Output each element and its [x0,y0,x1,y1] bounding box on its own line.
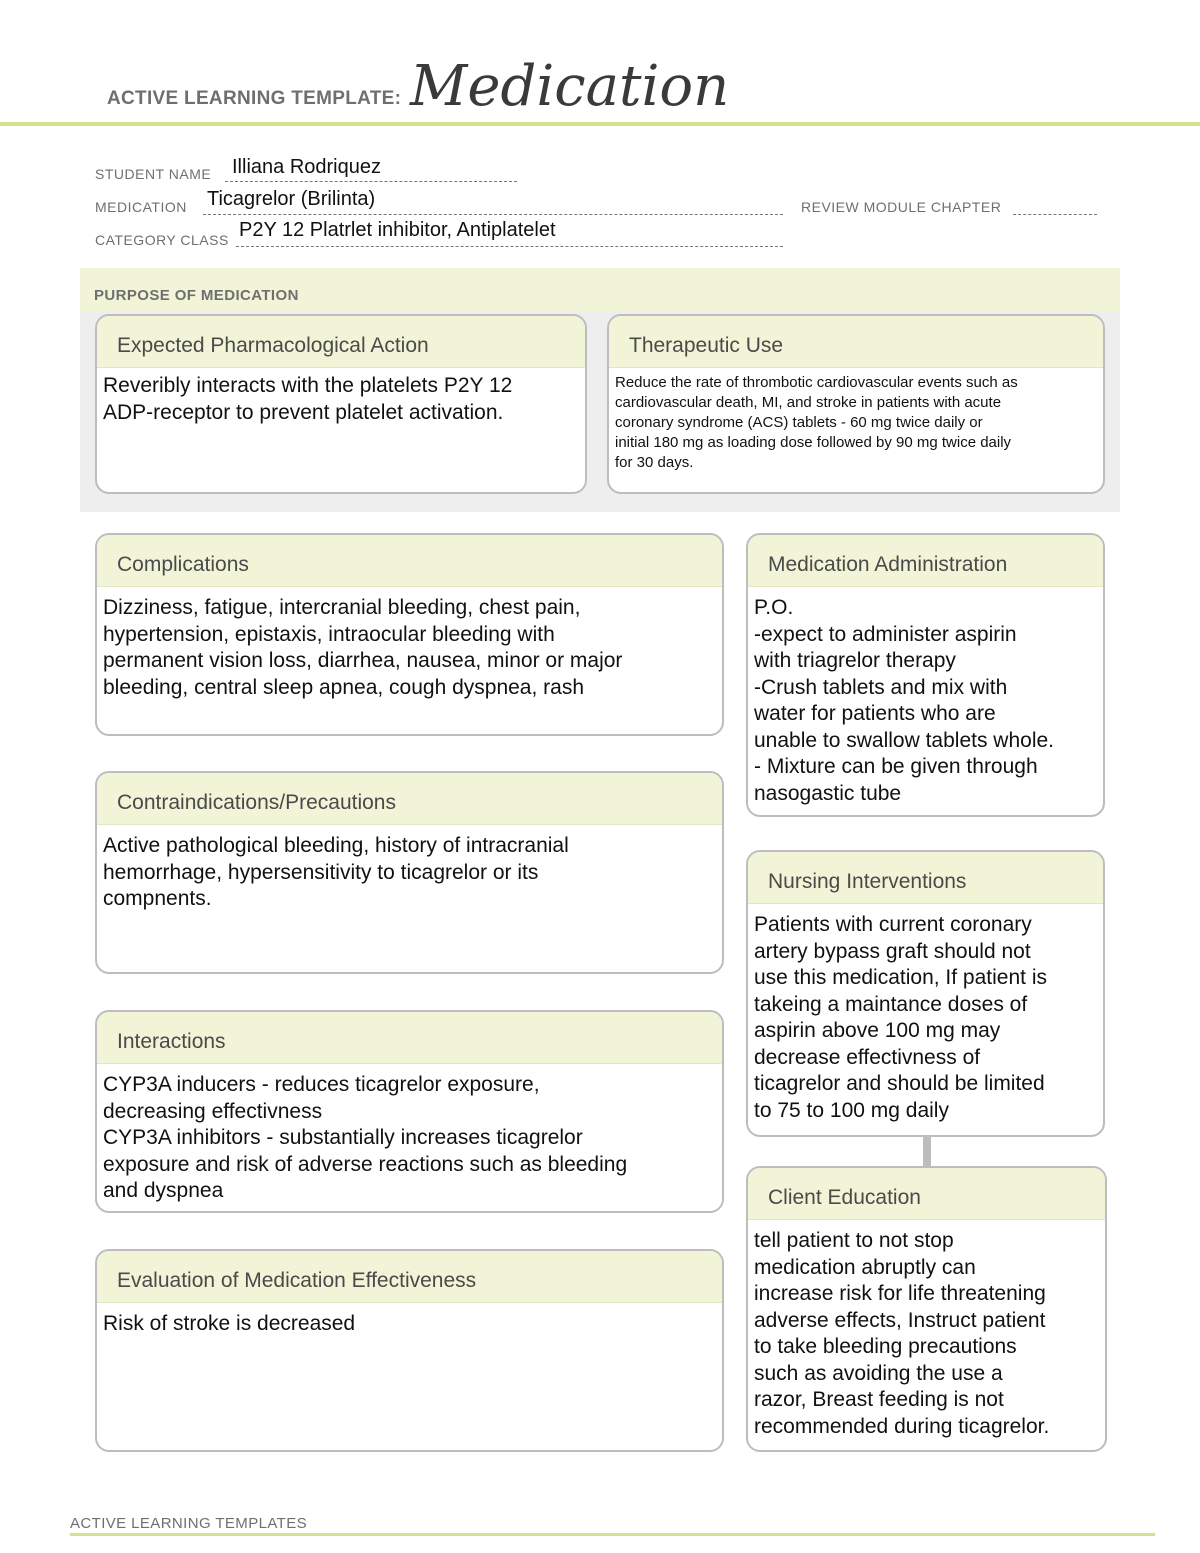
administration-card [746,533,1105,817]
review-module-label: REVIEW MODULE CHAPTER [801,199,1002,215]
review-module-underline [1013,214,1097,215]
medication-field[interactable]: Ticagrelor (Brilinta) [207,188,376,210]
category-class-underline [236,246,783,247]
expected-action-text[interactable]: Reveribly interacts with the platelets P2Y 12 ADP-receptor to prevent platelet activation. [103,374,513,424]
therapeutic-use-heading: Therapeutic Use [609,316,1103,368]
therapeutic-use-card [607,314,1105,494]
interactions-card [95,1010,724,1213]
nursing-text[interactable]: Patients with current coronary artery bypass graft should not use this medication, If patient is takeing a maintance doses of aspirin above 100 mg may decrease effectivness of ticagrelor and should be limited to 75 to 100 mg daily [754,913,1047,1122]
education-text[interactable]: tell patient to not stop medication abruptly can increase risk for life threatening adverse effects, Instruct patient to take bleeding precautions such as avoiding the use a razor, Breast feeding is not recommended during ticagrelor. [754,1229,1050,1438]
administration-text[interactable]: P.O. -expect to administer aspirin with triagrelor therapy -Crush tablets and mix with water for patients who are unable to swallow tablets whole. - Mixture can be given through nasogastic tube [754,596,1055,805]
expected-action-card [95,314,587,494]
section-connector [923,1136,931,1166]
evaluation-card [95,1249,724,1452]
education-card [746,1166,1107,1452]
administration-heading: Medication Administration [748,535,1103,587]
medication-label: MEDICATION [95,199,187,215]
education-heading: Client Education [748,1168,1105,1220]
interactions-text[interactable]: CYP3A inducers - reduces ticagrelor exposure, decreasing effectivness CYP3A inhibitors - substantially increases ticagrelor exposure and risk of adverse reactions such as bleeding and dyspnea [103,1073,628,1202]
nursing-heading: Nursing Interventions [748,852,1103,904]
student-name-underline [225,181,517,182]
template-label: ACTIVE LEARNING TEMPLATE: [107,88,402,109]
expected-action-heading: Expected Pharmacological Action [97,316,585,368]
category-class-label: CATEGORY CLASS [95,232,229,248]
contraindications-card [95,771,724,974]
evaluation-heading: Evaluation of Medication Effectiveness [97,1251,722,1303]
page-title: Medication [410,54,730,119]
header-divider [0,122,1200,126]
contraindications-text[interactable]: Active pathological bleeding, history of intracranial hemorrhage, hypersensitivity to ticagrelor or its compnents. [103,834,569,910]
evaluation-text[interactable]: Risk of stroke is decreased [103,1312,356,1335]
complications-text[interactable]: Dizziness, fatigue, intercranial bleeding, chest pain, hypertension, epistaxis, intraocular bleeding with permanent vision loss, diarrhea, nausea, minor or major bleeding, central sleep apnea, cough dyspnea, rash [103,596,623,699]
therapeutic-use-text[interactable]: Reduce the rate of thrombotic cardiovascular events such as cardiovascular death, MI, and stroke in patients with acute coronary syndrome (ACS) tablets - 60 mg twice daily or initial 180 mg as loading dose followed by 90 mg twice daily for 30 days. [615,374,1018,471]
footer-label: ACTIVE LEARNING TEMPLATES [70,1515,307,1532]
purpose-section-title: PURPOSE OF MEDICATION [94,287,299,304]
complications-heading: Complications [97,535,722,587]
medication-underline [203,214,783,215]
contraindications-heading: Contraindications/Precautions [97,773,722,825]
student-name-field[interactable]: Illiana Rodriquez [232,156,381,178]
student-name-label: STUDENT NAME [95,166,212,182]
nursing-card [746,850,1105,1137]
footer-divider [70,1533,1155,1536]
complications-card [95,533,724,736]
category-class-field[interactable]: P2Y 12 Platrlet inhibitor, Antiplatelet [239,219,556,241]
interactions-heading: Interactions [97,1012,722,1064]
